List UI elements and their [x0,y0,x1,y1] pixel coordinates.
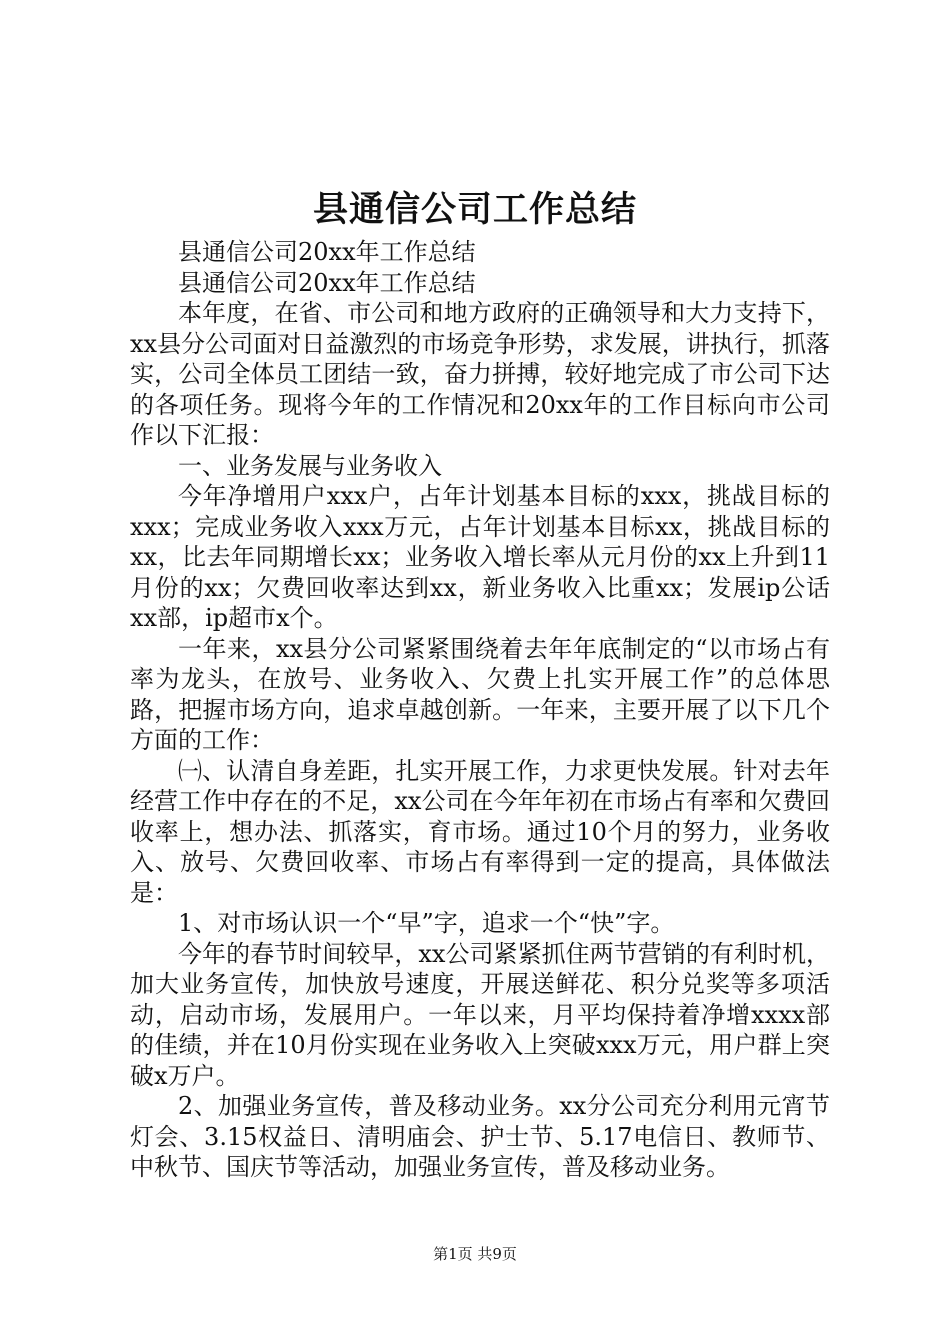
page-number-footer: 第1页 共9页 [433,1245,517,1263]
paragraph: 今年净增用户xxx户，占年计划基本目标的xxx，挑战目标的xxx；完成业务收入xxx万元，占年计划基本目标xx，挑战目标的xx，比去年同期增长xx；业务收入增长率从元月份的xx上升到11月份的xx；欠费回收率达到xx，新业务收入比重xx；发展ip公话xx部，ip超市x个。 [130,482,830,632]
paragraph: 本年度，在省、市公司和地方政府的正确领导和大力支持下，xx县分公司面对日益激烈的市场竞争形势，求发展，讲执行，抓落实，公司全体员工团结一致，奋力拼搏，较好地完成了市公司下达的各项任务。现将今年的工作情况和20xx年的工作目标向市公司作以下汇报： [130,299,830,449]
document-title: 县通信公司工作总结 [312,190,637,230]
section-heading: 一、业务发展与业务收入 [178,451,442,480]
document-body [130,237,830,1183]
paragraph: 一年来，xx县分公司紧紧围绕着去年年底制定的“以市场占有率为龙头，在放号、业务收入、欠费上扎实开展工作”的总体思路，把握市场方向，追求卓越创新。一年来，主要开展了以下几个方面的工作： [130,634,830,754]
paragraph: 今年的春节时间较早，xx公司紧紧抓住两节营销的有利时机，加大业务宣传，加快放号速度，开展送鲜花、积分兑奖等多项活动，启动市场，发展用户。一年以来，月平均保持着净增xxxx部的佳绩，并在10月份实现在业务收入上突破xxx万元，用户群上突破x万户。 [130,939,830,1090]
paragraph: 县通信公司20xx年工作总结 [178,238,476,266]
paragraph: 2、加强业务宣传，普及移动业务。xx分公司充分利用元宵节灯会、3.15权益日、清明庙会、护士节、5.17电信日、教师节、中秋节、国庆节等活动，加强业务宣传，普及移动业务。 [130,1092,830,1181]
paragraph: 县通信公司20xx年工作总结 [178,268,476,297]
paragraph: ㈠、认清自身差距，扎实开展工作，力求更快发展。针对去年经营工作中存在的不足，xx公司在今年年初在市场占有率和欠费回收率上，想办法、抓落实，育市场。通过10个月的努力，业务收入、放号、欠费回收率、市场占有率得到一定的提高，具体做法是： [130,756,830,907]
subsection-heading: 1、对市场认识一个“早”字，追求一个“快”字。 [178,909,675,937]
